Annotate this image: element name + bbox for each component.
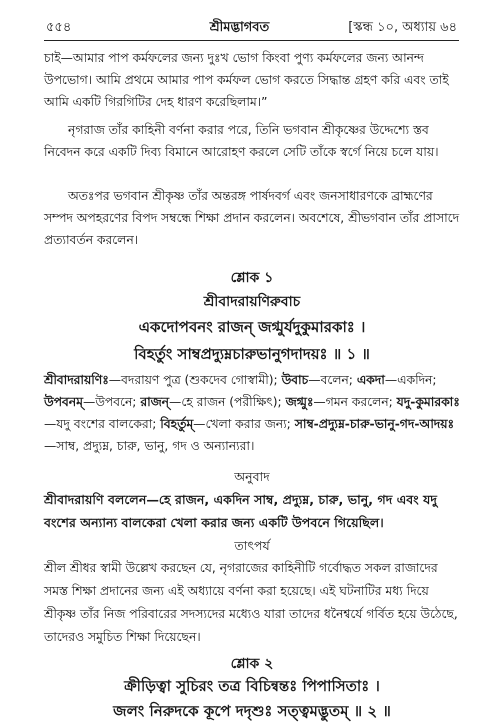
synonym-term: শ্রীবাদরায়ণিঃ (44, 373, 109, 387)
synonym-meaning: —যদু বংশের বালকেরা; (44, 417, 161, 431)
synonym-term: উবাচ (281, 373, 309, 387)
verse-2-line-1: ক্রীড়িত্বা সুচিরং তত্র বিচিন্বন্তঃ পিপাসিতাঃ । (124, 677, 380, 695)
page-number: ৫৫৪ (46, 20, 72, 35)
verse-1-purport: শ্রীল শ্রীধর স্বামী উল্লেখ করছেন যে, নৃগরাজের কাহিনীটি গর্বোদ্ধত সকল রাজাদের সমস্ত শিক্ষা প্রদানের জন্য এই অধ্যায়ে বর্ণনা করা হয়েছে। এই ঘটনাটির মধ্য দিয়ে শ্রীকৃষ্ণ তাঁর নিজ পরিবারের সদস্যদের মধ্যেও যারা তাদের ধনৈশ্বর্যে গর্বিত হয়ে উঠেছে, তাদেরও সমুচিত শিক্ষা দিয়েছেন। (44, 561, 458, 644)
chapter-reference: [স্কন্ধ ১০, অধ্যায় ৬৪ (348, 20, 457, 35)
synonym-meaning: —একদিন; (384, 373, 437, 387)
header-rule (44, 40, 459, 41)
translation-heading: অনুবাদ (234, 469, 270, 484)
verse-1-heading: শ্লোক ১ (230, 270, 274, 286)
synonym-term: উপবনম্ (44, 395, 83, 409)
verse-1-line-2: বিহর্তুং সাম্বপ্রদ্যুম্নচারুভানুগদাদয়ঃ ॥ ১ ॥ (134, 345, 370, 363)
synonym-term: বিহর্তুম্ (160, 417, 194, 431)
intro-paragraph-3: অতঃপর ভগবান শ্রীকৃষ্ণ তাঁর অন্তরঙ্গ পার্ষদবর্গ এবং জনসাধারণকে ব্রাহ্মণের সম্পদ অপহরণের বিপদ সম্বন্ধে শিক্ষা প্রদান করলেন। অবশেষে, শ্রীভগবান তাঁর প্রাসাদে প্রত্যাবর্তন করলেন। (44, 189, 460, 247)
synonym-meaning: —খেলা করার জন্য; (193, 417, 295, 431)
synonym-term: একদা (356, 373, 385, 387)
verse-1-synonyms (44, 369, 460, 457)
running-title: শ্রীমদ্ভাগবত (209, 20, 270, 35)
verse-2-line-2: জলং নিরুদকে কূপে দদৃশুঃ সত্ত্বমদ্ভুতম্ ॥ ২ ॥ (113, 702, 391, 720)
synonym-meaning: —উপবনে; (82, 395, 141, 409)
verse-1-translation: শ্রীবাদরায়ণি বললেন—হে রাজন, একদিন সাম্ব, প্রদ্যুম্ন, চারু, ভানু, গদ এবং যদু বংশের অন্যান্য বালকেরা খেলা করার জন্য একটি উপবনে গিয়েছিল। (44, 492, 437, 530)
verse-1-line-1: একদোপবনং রাজন্ জগ্মুর্যদুকুমারকাঃ । (138, 318, 366, 336)
synonym-meaning: —বদরায়ণ পুত্র (শুকদেব গোস্বামী); (108, 373, 282, 387)
synonym-term: জগ্মুঃ (285, 395, 314, 409)
synonym-term: রাজন্ (140, 395, 170, 409)
verse-2-heading: শ্লোক ২ (230, 656, 274, 672)
intro-paragraph-2: নৃগরাজ তাঁর কাহিনী বর্ণনা করার পরে, তিনি ভগবান শ্রীকৃষ্ণের উদ্দেশ্যে স্তব নিবেদন করে একটি দিব্য বিমানে আরোহণ করলে সেটি তাঁকে স্বর্গে নিয়ে চলে যায়। (44, 123, 439, 159)
synonym-meaning: —গমন করলেন; (313, 395, 397, 409)
synonym-term: যদু-কুমারকাঃ (396, 395, 460, 409)
synonym-meaning: —বলেন; (308, 373, 357, 387)
synonym-term: সাম্ব-প্রদ্যুম্ন-চারু-ভানু-গদ-আদয়ঃ (294, 417, 455, 431)
verse-1-speaker: শ্রীবাদরায়ণিরুবাচ (203, 294, 301, 310)
synonym-meaning: —হে রাজন (পরীক্ষিৎ); (169, 395, 286, 409)
synonym-meaning: —সাম্ব, প্রদ্যুম্ন, চারু, ভানু, গদ ও অন্যান্যরা। (44, 439, 255, 453)
intro-paragraph-1: চাই—আমার পাপ কর্মফলের জন্য দুঃখ ভোগ কিংবা পুণ্য কর্মফলের জন্য আনন্দ উপভোগ। আমি প্রথমে আমার পাপ কর্মফল ভোগ করতে সিদ্ধান্ত গ্রহণ করি এবং তাই আমি একটি গিরগিটির দেহ ধারণ করেছিলাম।” (44, 51, 449, 109)
purport-heading: তাৎপর্য (234, 538, 270, 553)
